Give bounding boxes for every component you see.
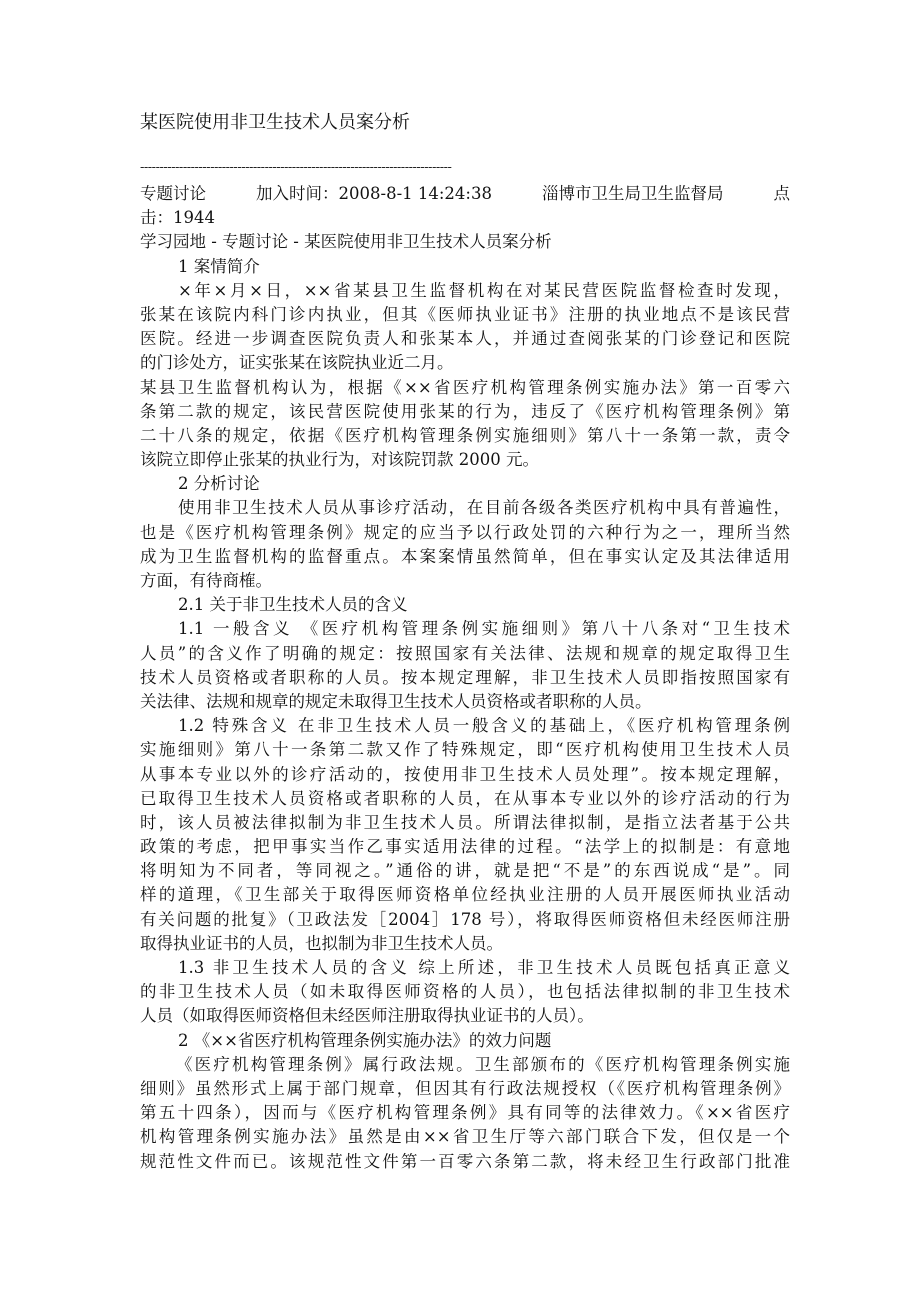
section-heading: 2 分析讨论 <box>178 474 260 494</box>
paragraph-line: 1.1 一般含义 《医疗机构管理条例实施细则》第八十八条对“卫生技术 <box>178 619 790 639</box>
meta-row <box>140 182 790 206</box>
meta-clicks: 击：1944 <box>140 208 215 228</box>
paragraph-line: 1.2 特殊含义 在非卫生技术人员一般含义的基础上，《医疗机构管理条例 <box>178 716 790 736</box>
paragraph-line: 有关问题的批复》（卫政法发［2004］178 号），将取得医师资格但未经医师注册 <box>140 909 790 929</box>
breadcrumb: 学习园地 - 专题讨论 - 某医院使用非卫生技术人员案分析 <box>140 232 552 252</box>
paragraph-line: 细则》虽然形式上属于部门规章，但因其有行政法规授权（《医疗机构管理条例》 <box>140 1078 790 1098</box>
meta-category: 专题讨论 <box>140 184 206 203</box>
meta-added-time: 加入时间：2008-8-1 14:24:38 <box>256 184 492 203</box>
paragraph-line: 取得执业证书的人员，也拟制为非卫生技术人员。 <box>140 933 503 953</box>
meta-clicks-label: 点 <box>773 184 790 203</box>
paragraph-line: 张某在该院内科门诊内执业，但其《医师执业证书》注册的执业地点不是该民营 <box>140 304 790 324</box>
paragraph-line: 政策的考虑，把甲事实当作乙事实适用法律的过程。“法学上的拟制是：有意地 <box>140 837 790 857</box>
meta-source: 淄博市卫生局卫生监督局 <box>542 184 724 203</box>
paragraph-line: 人员（如取得医师资格但未经医师注册取得执业证书的人员）。 <box>140 1006 594 1026</box>
paragraph-line: 样的道理，《卫生部关于取得医师资格单位经执业注册的人员开展医师执业活动 <box>140 885 790 905</box>
paragraph-line: 实施细则》第八十一条第二款又作了特殊规定，即“医疗机构使用卫生技术人员 <box>140 740 790 760</box>
section-heading: 2.1 关于非卫生技术人员的含义 <box>178 595 408 615</box>
paragraph-line: 某县卫生监督机构认为，根据《××省医疗机构管理条例实施办法》第一百零六 <box>140 377 790 397</box>
paragraph-line: 该院立即停止张某的执业行为，对该院罚款 2000 元。 <box>140 450 539 470</box>
paragraph-line: 关法律、法规和规章的规定未取得卫生技术人员资格或者职称的人员。 <box>140 691 652 711</box>
paragraph-line: 方面，有待商榷。 <box>140 571 272 590</box>
paragraph-line: 1.3 非卫生技术人员的含义 综上所述，非卫生技术人员既包括真正意义 <box>178 958 790 977</box>
section-heading: 1 案情简介 <box>178 256 260 276</box>
document-body <box>140 182 790 1174</box>
paragraph-line: 从事本专业以外的诊疗活动的，按使用非卫生技术人员处理”。按本规定理解， <box>140 764 790 784</box>
paragraph-line: 将明知为不同者，等同视之。”通俗的讲，就是把“不是”的东西说成“是”。同 <box>140 861 790 881</box>
paragraph-line: 时，该人员被法律拟制为非卫生技术人员。所谓法律拟制，是指立法者基于公共 <box>140 812 790 832</box>
paragraph-line: 也是《医疗机构管理条例》规定的应当予以行政处罚的六种行为之一，理所当然 <box>140 522 790 542</box>
paragraph-line: 成为卫生监督机构的监督重点。本案案情虽然简单，但在事实认定及其法律适用 <box>140 546 790 566</box>
paragraph-line: 机构管理条例实施办法》虽然是由××省卫生厅等六部门联合下发，但仅是一个 <box>140 1127 790 1147</box>
paragraph-line: 使用非卫生技术人员从事诊疗活动，在目前各级各类医疗机构中具有普遍性， <box>178 498 790 518</box>
paragraph-line: 《医疗机构管理条例》属行政法规。卫生部颁布的《医疗机构管理条例实施 <box>176 1054 790 1074</box>
paragraph-line: 技术人员资格或者职称的人员。按本规定理解，非卫生技术人员即指按照国家有 <box>140 667 790 687</box>
divider-line: -------------------------------------------------------------------------------- <box>140 160 452 175</box>
paragraph-line: 人员”的含义作了明确的规定：按照国家有关法律、法规和规章的规定取得卫生 <box>140 643 790 663</box>
paragraph-line: ×年×月×日，××省某县卫生监督机构在对某民营医院监督检查时发现， <box>178 280 790 300</box>
paragraph-line: 医院。经进一步调查医院负责人和张某本人，并通过查阅张某的门诊登记和医院 <box>140 329 790 349</box>
paragraph-line: 二十八条的规定，依据《医疗机构管理条例实施细则》第八十一条第一款，责令 <box>140 425 790 445</box>
document-title: 某医院使用非卫生技术人员案分析 <box>140 112 410 133</box>
section-heading: 2 《××省医疗机构管理条例实施办法》的效力问题 <box>178 1030 552 1050</box>
paragraph-line: 规范性文件而已。该规范性文件第一百零六条第二款，将未经卫生行政部门批准 <box>140 1151 790 1171</box>
paragraph-line: 第五十四条），因而与《医疗机构管理条例》具有同等的法律效力。《××省医疗 <box>140 1103 790 1123</box>
paragraph-line: 的非卫生技术人员（如未取得医师资格的人员），也包括法律拟制的非卫生技术 <box>140 982 790 1002</box>
paragraph-line: 条第二款的规定，该民营医院使用张某的行为，违反了《医疗机构管理条例》第 <box>140 401 790 421</box>
paragraph-line: 已取得卫生技术人员资格或者职称的人员，在从事本专业以外的诊疗活动的行为 <box>140 788 790 808</box>
paragraph-line: 的门诊处方，证实张某在该院执业近二月。 <box>140 353 454 373</box>
